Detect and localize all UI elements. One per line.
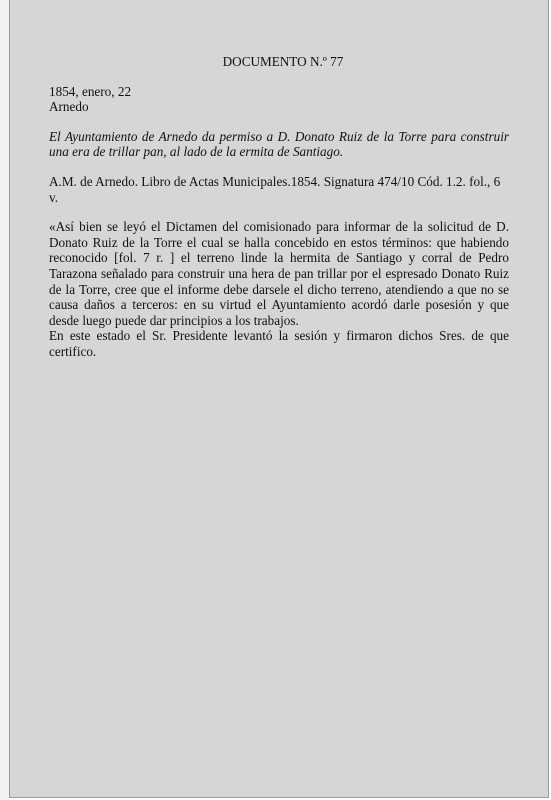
document-date: 1854, enero, 22 (49, 83, 132, 99)
document-source: A.M. de Arnedo. Libro de Actas Municipales.1854. Signatura 474/10 Cód. 1.2. fol., 6 v. (49, 173, 501, 205)
body-paragraph: En este estado el Sr. Presidente levantó la sesión y firmaron dichos Sres. de que certifico. (49, 328, 509, 359)
document-body (49, 219, 509, 359)
date-place-block (49, 84, 509, 115)
body-paragraph: «Así bien se leyó el Dictamen del comisionado para informar de la solicitud de D. Donato Ruiz de la Torre el cual se halla concebido en estos términos: que habiendo reconocido [fol. 7 r. ] el terreno linde la hermita de Santiago y corral de Pedro Tarazona señalado para construir una hera de pan trillar por el espresado Donato Ruiz de la Torre, cree que el informe debe darsele el dicho terreno, atendiendo a que no se causa daños a terceros: en su virtud el Ayuntamiento acordó darle posesión y que desde luego puede dar principios a los trabajos. (49, 219, 509, 328)
document-place: Arnedo (49, 99, 89, 115)
document-content (49, 52, 509, 360)
document-summary: El Ayuntamiento de Arnedo da permiso a D. Donato Ruiz de la Torre para construir una era de trillar pan, al lado de la ermita de Santiago. (49, 128, 509, 160)
document-heading: DOCUMENTO N.º 77 (222, 54, 344, 69)
page-margin-strip (0, 0, 9, 800)
